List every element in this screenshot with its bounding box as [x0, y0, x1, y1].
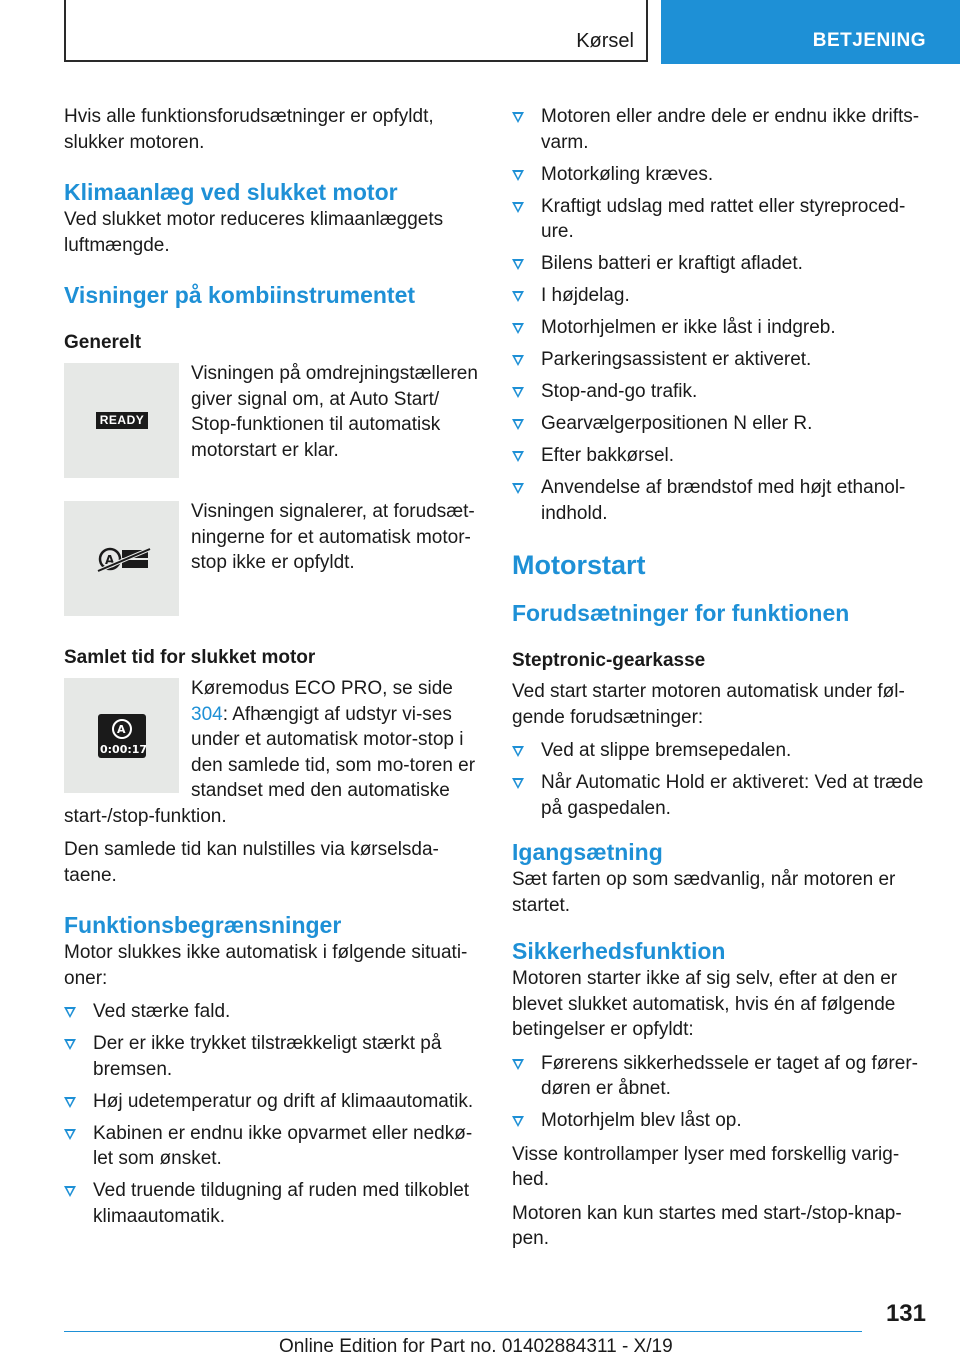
ready-text: Visningen på omdrejningstælleren giver signal om, at Auto Start/ Stop-funktionen til automatisk motorstart er klar. — [191, 363, 478, 461]
sikkerhed-text: Motoren starter ikke af sig selv, efter at den er blevet slukket automatisk, hvis én af følgende betingelser er opfyldt: — [512, 968, 898, 1040]
bullet-triangle-icon — [64, 1039, 76, 1050]
sikkerhed-list — [512, 1051, 930, 1134]
bullet-triangle-icon — [512, 746, 524, 757]
engine-off-timer-image — [64, 678, 179, 793]
list-item: Gearvælgerpositionen N eller R. — [512, 411, 930, 437]
ready-indicator-image — [64, 363, 179, 478]
kontrollamper-text: Visse kontrollamper lyser med forskellig varig-hed. — [512, 1143, 900, 1190]
timer-value: 0:00:17 — [100, 743, 148, 756]
footer-divider — [64, 1331, 862, 1332]
nulstil-text: Den samlede tid kan nulstilles via kørselsda-taene. — [64, 839, 439, 886]
bullet-triangle-icon — [512, 170, 524, 181]
heading-generelt: Generelt — [64, 332, 142, 353]
right-column — [512, 104, 930, 1260]
page-link-304[interactable]: 304 — [191, 703, 223, 725]
bullet-triangle-icon — [512, 451, 524, 462]
list-item: Parkeringsassistent er aktiveret. — [512, 347, 930, 373]
bullet-triangle-icon — [512, 1116, 524, 1127]
list-item: Ved truende tildugning af ruden med tilkoblet klimaautomatik. — [64, 1178, 480, 1229]
svg-text:A: A — [105, 553, 115, 567]
list-item: Motorhjelm blev låst op. — [512, 1108, 930, 1134]
bullet-triangle-icon — [512, 778, 524, 789]
list-item: Der er ikke trykket tilstrækkeligt stærkt på bremsen. — [64, 1031, 480, 1082]
unavailable-text: Visningen signalerer, at forudsæt-ningerne for et automatisk motor-stop ikke er opfyldt. — [191, 501, 475, 573]
samlet-block — [64, 676, 480, 829]
list-item: Motorkøling kræves. — [512, 162, 930, 188]
auto-start-stop-off-icon — [64, 501, 179, 616]
steptronic-text: Ved start starter motoren automatisk under føl-gende forudsætninger: — [512, 681, 905, 728]
ready-label: READY — [96, 412, 148, 429]
heading-steptronic: Steptronic-gearkasse — [512, 650, 706, 671]
list-item: Motorhjelmen er ikke låst i indgreb. — [512, 315, 930, 341]
list-item: Anvendelse af brændstof med højt ethanol-indhold. — [512, 475, 930, 526]
heading-begraensninger: Funktionsbegrænsninger — [64, 912, 342, 938]
bullet-triangle-icon — [64, 1007, 76, 1018]
list-item: Førerens sikkerhedssele er taget af og fører-døren er åbnet. — [512, 1051, 930, 1102]
heading-igangsaetning: Igangsætning — [512, 839, 663, 865]
heading-samlet: Samlet tid for slukket motor — [64, 647, 316, 668]
begraensninger-list — [64, 999, 480, 1229]
heading-klima: Klimaanlæg ved slukket motor — [64, 179, 398, 205]
samlet-text: Køremodus ECO PRO, se side 304: Afhængigt af udstyr vi-ses under et automatisk motor-stop i den samlede tid, som mo-toren er standset med den automatiske start-/stop-funktion. — [64, 678, 476, 827]
bullet-triangle-icon — [512, 419, 524, 430]
list-item: Ved at slippe bremsepedalen. — [512, 738, 930, 764]
ready-block — [64, 361, 480, 499]
header-chapter: Kørsel — [576, 30, 634, 52]
header-section: BETJENING — [812, 30, 926, 51]
bullet-triangle-icon — [512, 202, 524, 213]
list-item: Bilens batteri er kraftigt afladet. — [512, 251, 930, 277]
list-item: Efter bakkørsel. — [512, 443, 930, 469]
footer-edition: Online Edition for Part no. 01402884311 - X/19 — [279, 1336, 673, 1357]
list-item: Kraftigt udslag med rattet eller styreproced-ure. — [512, 194, 930, 245]
header-chapter-box — [64, 0, 648, 62]
begraensninger-text: Motor slukkes ikke automatisk i følgende situati-oner: — [64, 942, 468, 989]
bullet-triangle-icon — [512, 291, 524, 302]
bullet-triangle-icon — [512, 355, 524, 366]
auto-start-stop-unavailable-image — [64, 501, 179, 616]
igangsaetning-text: Sæt farten op som sædvanlig, når motoren er startet. — [512, 869, 896, 916]
page-number: 131 — [885, 1300, 926, 1327]
list-item: Motoren eller andre dele er endnu ikke drifts-varm. — [512, 104, 930, 155]
heading-forudsaetninger: Forudsætninger for funktionen — [512, 600, 850, 626]
header-section-box — [661, 0, 960, 64]
bullet-triangle-icon — [512, 1059, 524, 1070]
bullet-triangle-icon — [512, 483, 524, 494]
heading-sikkerhedsfunktion: Sikkerhedsfunktion — [512, 938, 726, 964]
bullet-triangle-icon — [64, 1186, 76, 1197]
intro-text: Hvis alle funktionsforudsætninger er opfyldt, slukker motoren. — [64, 106, 434, 153]
list-item: Når Automatic Hold er aktiveret: Ved at træde på gaspedalen. — [512, 770, 930, 821]
svg-text:A: A — [117, 723, 126, 736]
bullet-triangle-icon — [512, 112, 524, 123]
bullet-triangle-icon — [512, 387, 524, 398]
start-stop-knap-text: Motoren kan kun startes med start-/stop-knap-pen. — [512, 1202, 902, 1249]
begraensninger-list-continued — [512, 104, 930, 526]
steptronic-list — [512, 738, 930, 821]
bullet-triangle-icon — [512, 259, 524, 270]
list-item: Høj udetemperatur og drift af klimaautomatik. — [64, 1089, 480, 1115]
list-item: Stop-and-go trafik. — [512, 379, 930, 405]
bullet-triangle-icon — [64, 1097, 76, 1108]
list-item: I højdelag. — [512, 283, 930, 309]
left-column — [64, 104, 480, 1237]
bullet-triangle-icon — [64, 1129, 76, 1140]
heading-visninger: Visninger på kombiinstrumentet — [64, 282, 416, 308]
unavailable-block — [64, 499, 480, 645]
auto-start-stop-timer-icon — [64, 678, 179, 793]
list-item: Kabinen er endnu ikke opvarmet eller nedkø-let som ønsket. — [64, 1121, 480, 1172]
list-item: Ved stærke fald. — [64, 999, 480, 1025]
heading-motorstart: Motorstart — [512, 550, 646, 580]
klima-text: Ved slukket motor reduceres klimaanlæggets luftmængde. — [64, 209, 444, 256]
bullet-triangle-icon — [512, 323, 524, 334]
